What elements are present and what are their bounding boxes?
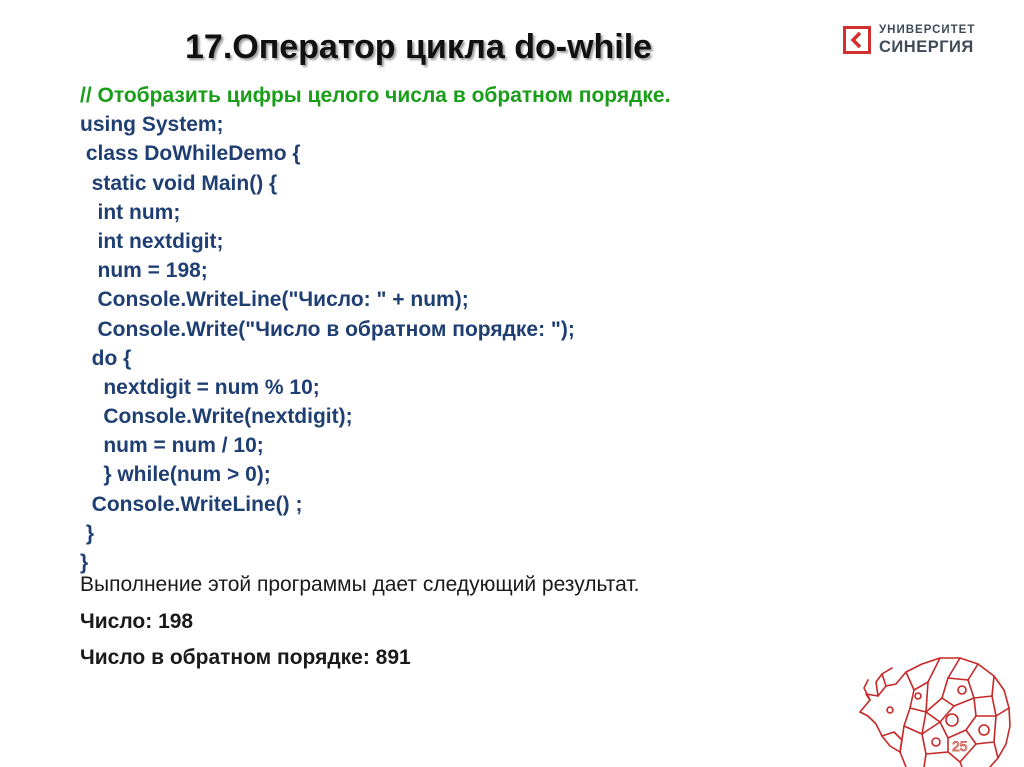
output-number-line: Число: 198 <box>80 609 194 633</box>
page-number: 25 <box>952 738 968 754</box>
slide-title: 17.Оператор цикла do-while <box>185 28 653 66</box>
code-line: nextdigit = num % 10; <box>80 375 320 399</box>
code-line: num = 198; <box>80 259 208 283</box>
university-logo <box>843 23 993 59</box>
code-line: using System; <box>80 113 224 137</box>
code-line: do { <box>80 346 132 370</box>
synergy-logo-mark-icon <box>843 26 871 54</box>
code-line: Console.Write(nextdigit); <box>80 405 353 429</box>
code-line: Console.WriteLine("Число: " + num); <box>80 288 469 312</box>
code-line: int num; <box>80 200 181 224</box>
code-line: static void Main() { <box>80 171 278 195</box>
rhino-mascot-icon <box>856 650 1016 767</box>
code-comment-line: // Отобразить цифры целого числа в обратном порядке. <box>80 84 671 107</box>
code-line: int nextdigit; <box>80 229 224 253</box>
code-line: Console.Write("Число в обратном порядке: "); <box>80 317 575 341</box>
code-line: num = num / 10; <box>80 434 264 458</box>
code-line: } while(num > 0); <box>80 463 271 487</box>
program-output <box>80 567 640 677</box>
logo-brand-text: СИНЕРГИЯ <box>879 38 974 56</box>
code-line: } <box>80 551 89 574</box>
code-line: class DoWhileDemo { <box>80 142 301 166</box>
output-reversed-line: Число в обратном порядке: 891 <box>80 646 411 669</box>
logo-university-text: УНИВЕРСИТЕТ <box>879 24 976 36</box>
code-listing <box>80 81 670 577</box>
code-line: } <box>80 521 95 545</box>
output-description: Выполнение этой программы дает следующий результат. <box>80 573 640 596</box>
code-line: Console.WriteLine() ; <box>80 492 303 516</box>
